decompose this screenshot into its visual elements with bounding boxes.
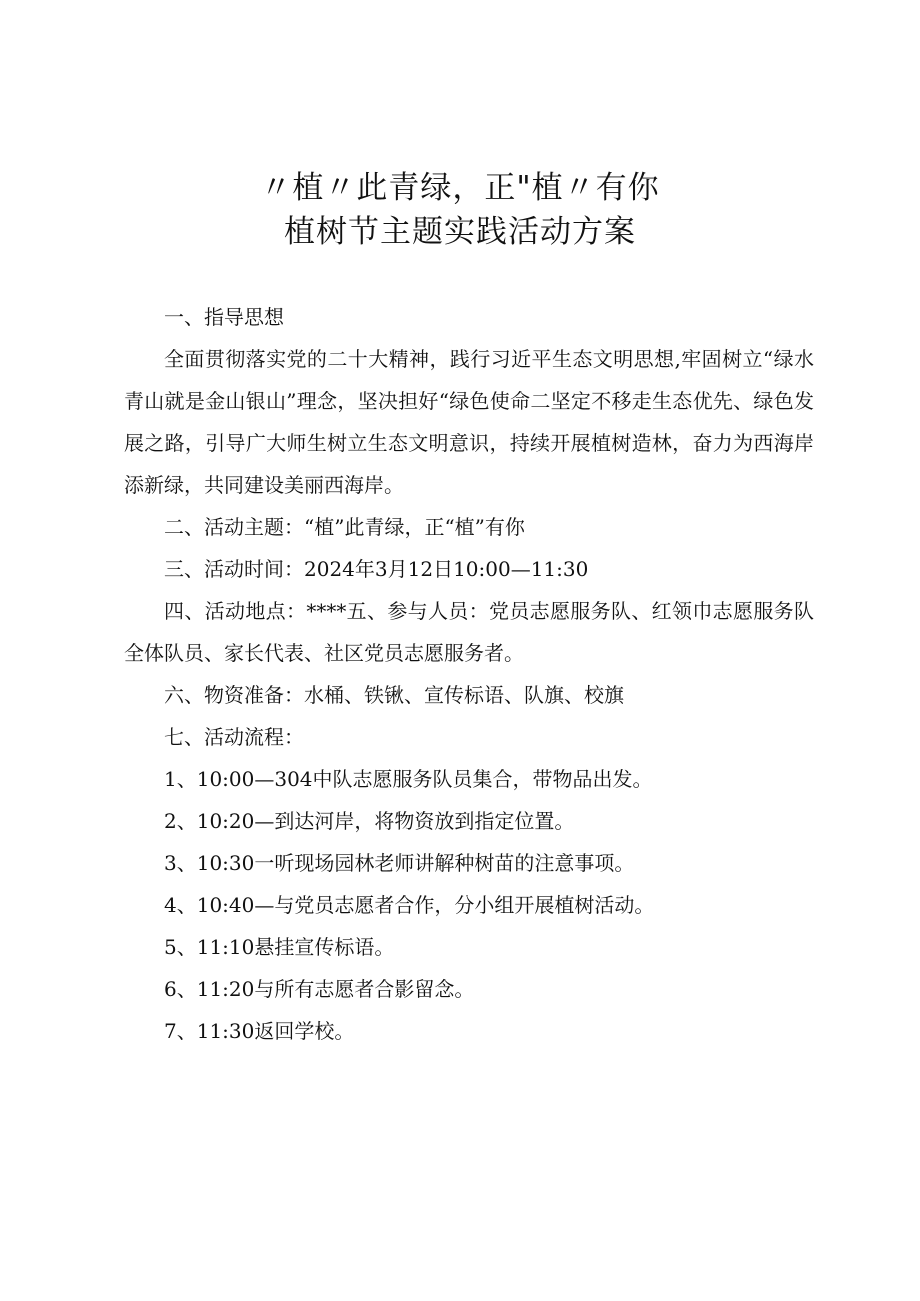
document-body [124, 296, 814, 1052]
document-title [0, 166, 920, 254]
process-step-3: 3、10:30一听现场园林老师讲解种树苗的注意事项。 [164, 851, 635, 875]
process-step-1: 1、10:00—304中队志愿服务队员集合，带物品出发。 [164, 767, 653, 791]
process-step-7: 7、11:30返回学校。 [164, 1019, 355, 1043]
section-heading-process: 七、活动流程： [164, 725, 304, 749]
activity-time-line: 三、活动时间：2024年3月12日10:00—11:30 [164, 557, 589, 581]
process-step-6: 6、11:20与所有志愿者合影留念。 [164, 977, 475, 1001]
title-line-2: 植树节主题实践活动方案 [284, 214, 636, 250]
process-step-5: 5、11:10悬挂宣传标语。 [164, 935, 395, 959]
activity-location-participants-line: 四、活动地点：****五、参与人员：党员志愿服务队、红领巾志愿服务队全体队员、家长代表、社区党员志愿服务者。 [124, 599, 814, 665]
guiding-ideology-paragraph: 全面贯彻落实党的二十大精神，践行习近平生态文明思想,牢固树立“绿水青山就是金山银山”理念，坚决担好“绿色使命二坚定不移走生态优先、绿色发展之路，引导广大师生树立生态文明意识，持续开展植树造林，奋力为西海岸添新绿，共同建设美丽西海岸。 [124, 347, 814, 497]
materials-line: 六、物资准备：水桶、铁锹、宣传标语、队旗、校旗 [164, 683, 624, 707]
section-heading-guiding-ideology: 一、指导思想 [164, 305, 284, 329]
title-line-1: 〃植〃此青绿，正"植〃有你 [260, 170, 660, 206]
process-step-2: 2、10:20—到达河岸，将物资放到指定位置。 [164, 809, 575, 833]
activity-theme-line: 二、活动主题：“植”此青绿，正“植”有你 [164, 515, 525, 539]
process-step-4: 4、10:40—与党员志愿者合作，分小组开展植树活动。 [164, 893, 655, 917]
